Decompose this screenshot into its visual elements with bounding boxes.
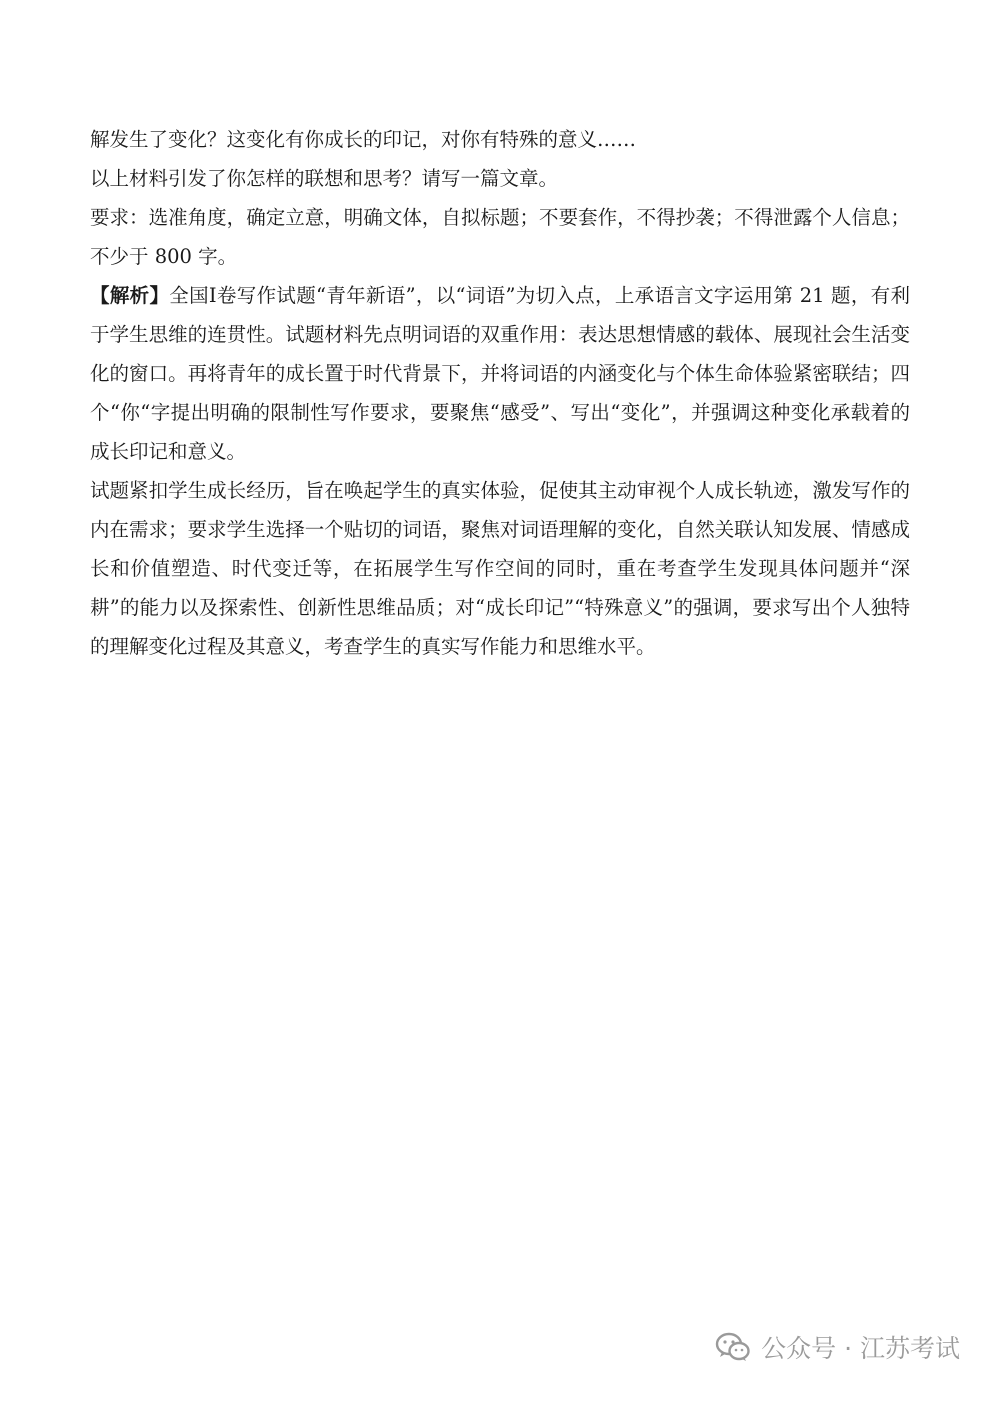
analysis-text: 全国Ⅰ卷写作试题“青年新语”，以“词语”为切入点，上承语言文字运用第 21 题，有利于学生思维的连贯性。试题材料先点明词语的双重作用：表达思想情感的载体、展现社会生活变化的窗口。再将青年的成长置于时代背景下，并将词语的内涵变化与个体生命体验紧密联结；四个“你“字提出明确的限制性写作要求，要聚焦“感受”、写出“变化”，并强调这种变化承载着的成长印记和意义。 bbox=[90, 284, 910, 463]
paragraph-commentary: 试题紧扣学生成长经历，旨在唤起学生的真实体验，促使其主动审视个人成长轨迹，激发写作的内在需求；要求学生选择一个贴切的词语，聚焦对词语理解的变化，自然关联认知发展、情感成长和价值塑造、时代变迁等，在拓展学生写作空间的同时，重在考查学生发现具体问题并“深耕”的能力以及探索性、创新性思维品质；对“成长印记”“特殊意义”的强调，要求写出个人独特的理解变化过程及其意义，考查学生的真实写作能力和思维水平。 bbox=[90, 479, 910, 658]
paragraph-requirements: 要求：选准角度，确定立意，明确文体，自拟标题；不要套作，不得抄袭；不得泄露个人信息；不少于 800 字。 bbox=[90, 206, 910, 268]
paragraph-analysis bbox=[90, 276, 910, 471]
watermark bbox=[715, 1329, 960, 1365]
paragraph-question: 以上材料引发了你怎样的联想和思考？请写一篇文章。 bbox=[90, 167, 559, 190]
paragraph-prompt-end: 解发生了变化？这变化有你成长的印记，对你有特殊的意义…… bbox=[90, 128, 637, 151]
analysis-label: 【解析】 bbox=[90, 284, 170, 307]
watermark-text: 公众号 · 江苏考试 bbox=[761, 1334, 960, 1363]
document-body bbox=[90, 120, 910, 666]
wechat-icon bbox=[715, 1331, 751, 1363]
